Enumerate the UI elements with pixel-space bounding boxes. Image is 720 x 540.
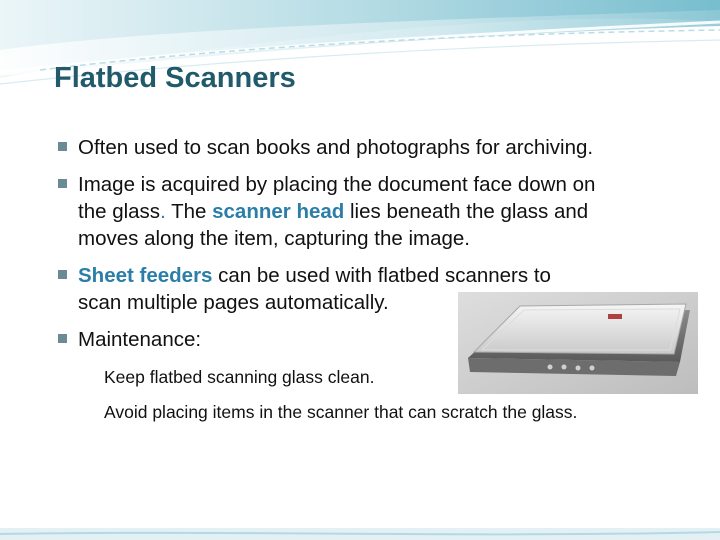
- bullet-line: [78, 262, 708, 289]
- maintenance-sub-item: Avoid placing items in the scanner that can scratch the glass.: [104, 402, 578, 422]
- maintenance-sub-item: Keep flatbed scanning glass clean.: [104, 367, 375, 387]
- bullet-line: [78, 198, 708, 225]
- slide-title: Flatbed Scanners: [54, 62, 296, 94]
- bullet-text: .: [160, 200, 172, 223]
- bullet-text: Image is acquired by placing the document face down on: [78, 173, 596, 196]
- bullet-item: [58, 134, 708, 161]
- flatbed-scanner-image: [458, 292, 698, 394]
- square-bullet-icon: [58, 142, 67, 151]
- bullet-text: scan multiple pages automatically.: [78, 291, 389, 314]
- bullet-line: [78, 225, 708, 252]
- highlighted-term: Sheet feeders: [78, 264, 213, 287]
- bullet-text: can be used with flatbed scanners to: [212, 264, 551, 287]
- bullet-item: [58, 171, 708, 252]
- bullet-text: moves along the item, capturing the image.: [78, 227, 470, 250]
- bullet-text: lies beneath the glass and: [344, 200, 589, 223]
- bullet-text: the glass: [78, 200, 161, 223]
- highlighted-term: scanner head: [212, 200, 345, 223]
- square-bullet-icon: [58, 179, 67, 188]
- footer-band-decoration: [0, 528, 720, 540]
- bullet-text: Often used to scan books and photographs for archiving.: [78, 136, 594, 159]
- bullet-text: The: [171, 200, 213, 223]
- square-bullet-icon: [58, 334, 67, 343]
- bullet-text: Maintenance:: [78, 328, 202, 351]
- bullet-line: [78, 134, 708, 161]
- bullet-line: [78, 171, 708, 198]
- square-bullet-icon: [58, 270, 67, 279]
